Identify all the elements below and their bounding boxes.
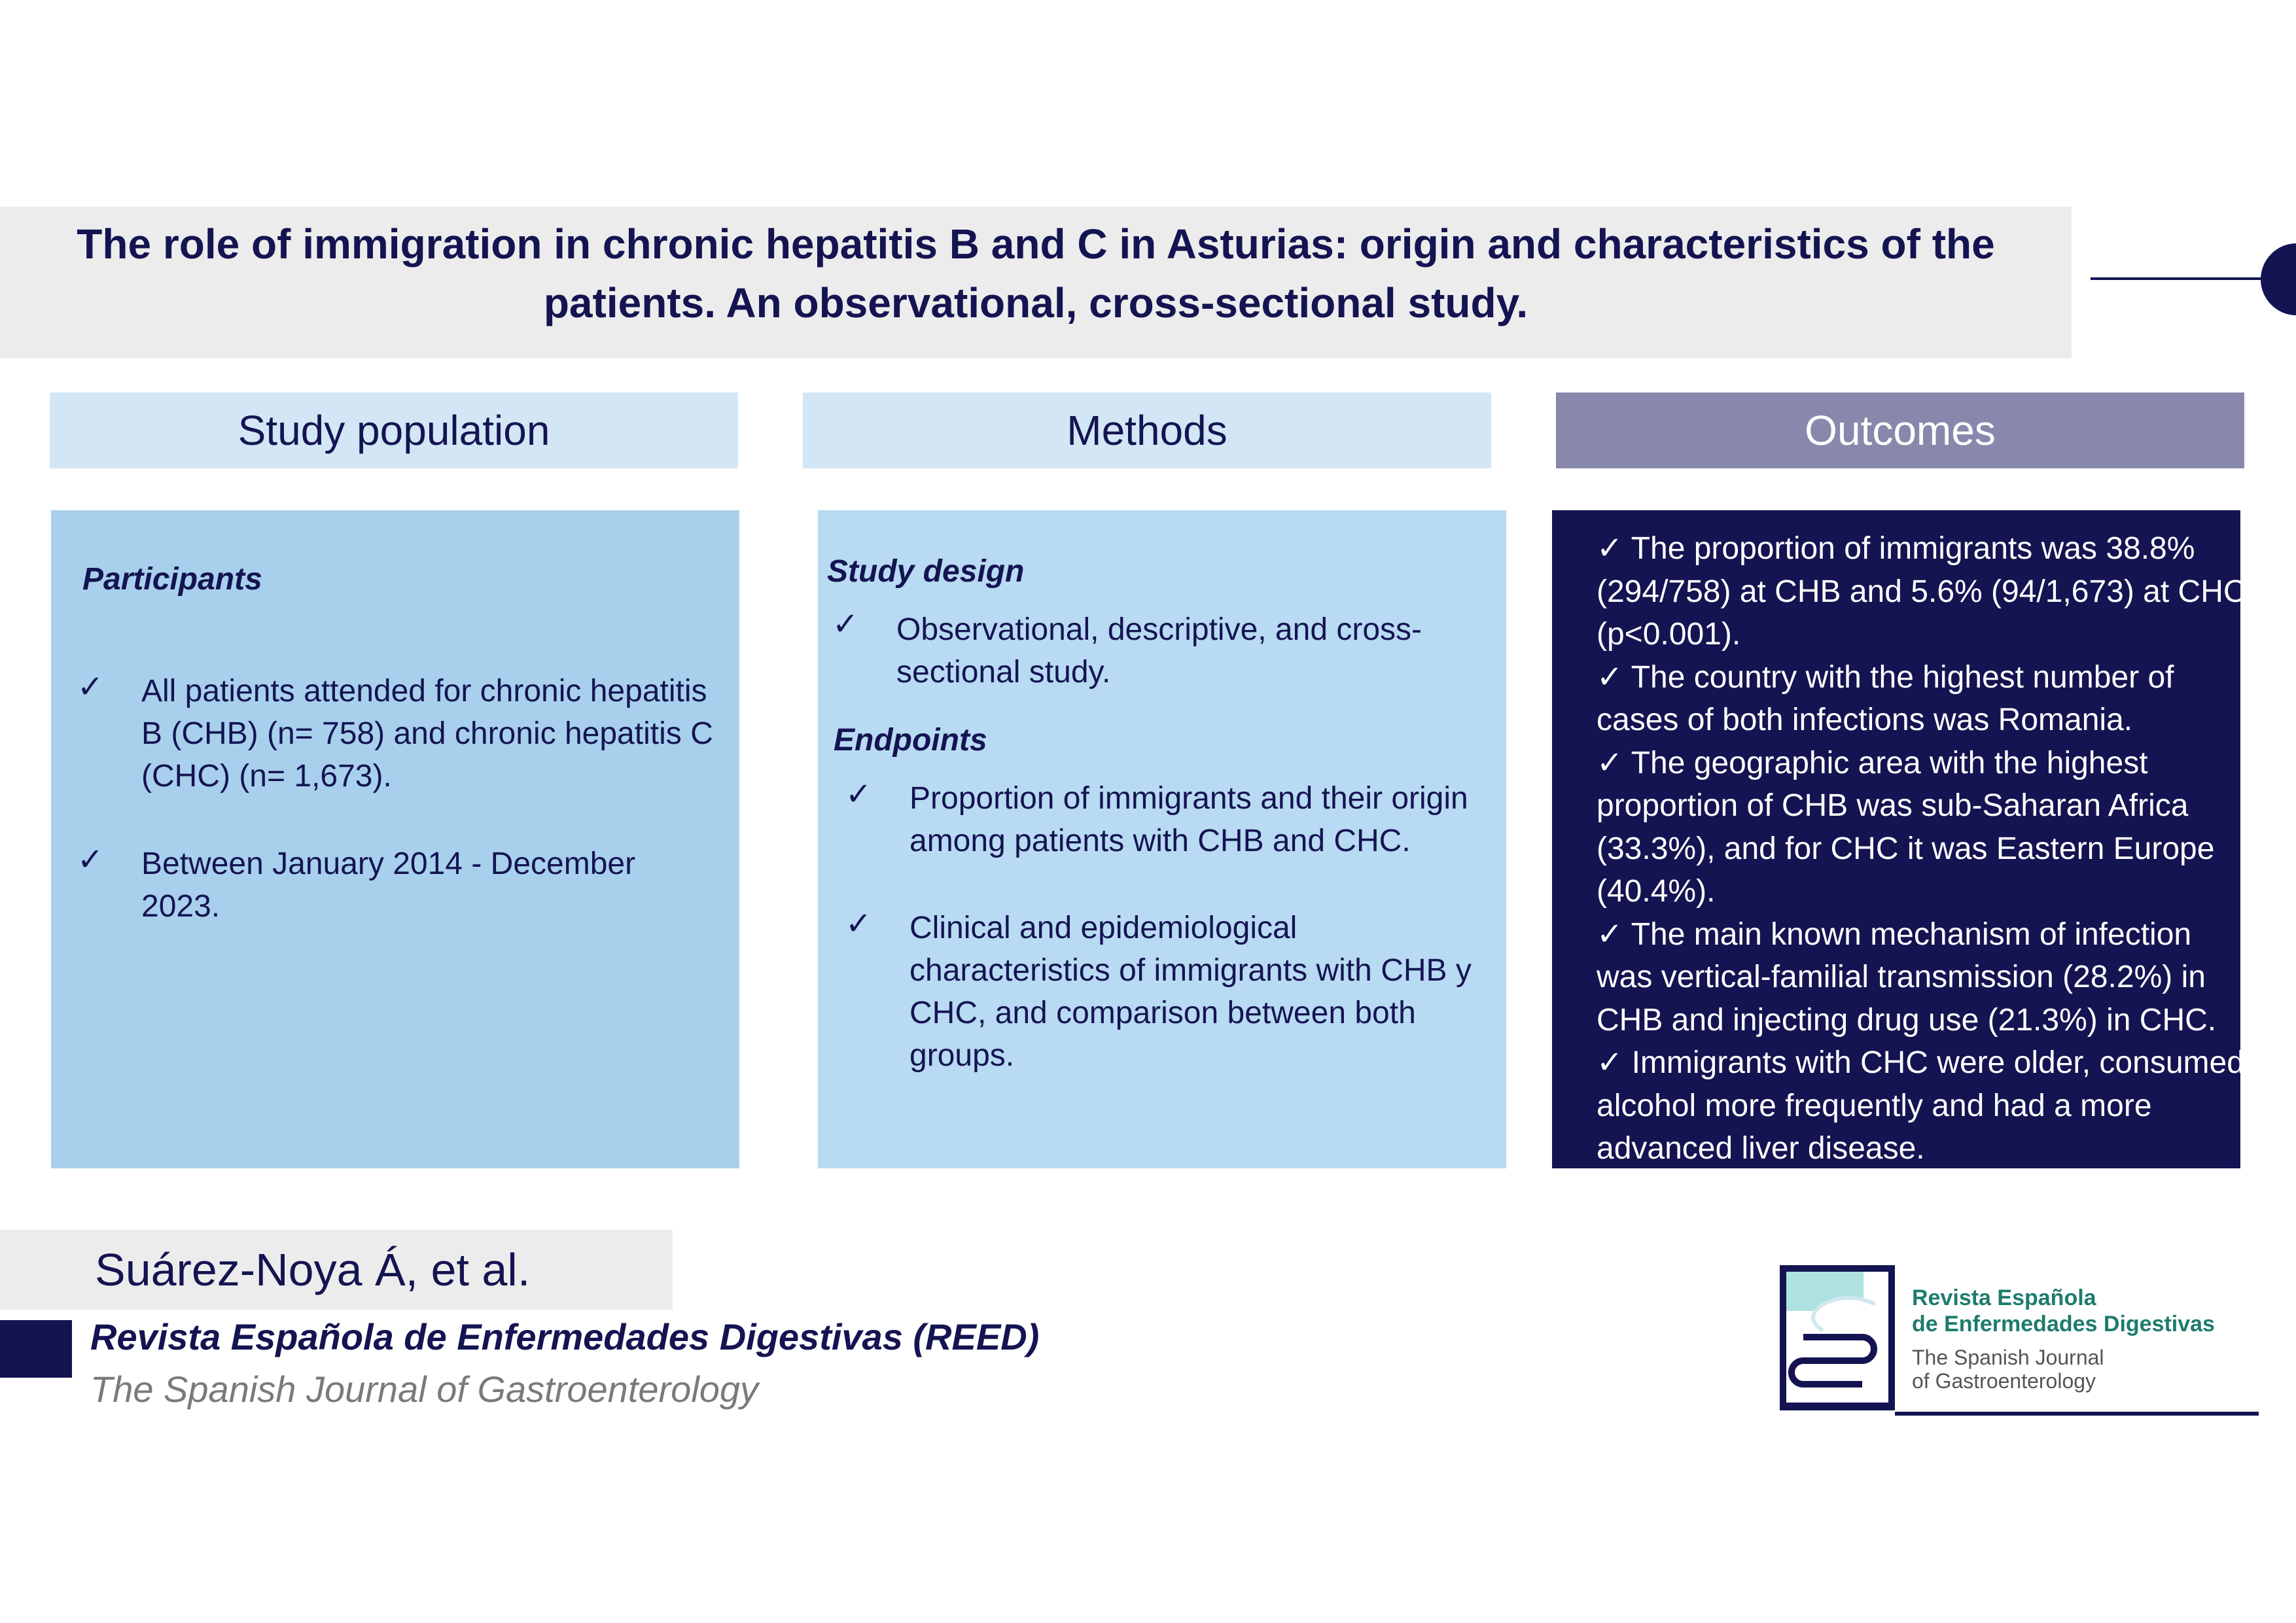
logo-title-line: Revista Española bbox=[1912, 1285, 2096, 1310]
outcome-item: ✓ The country with the highest number of cases of both infections was Romania. bbox=[1597, 659, 2174, 737]
study-population-panel bbox=[51, 510, 739, 1168]
endpoints-heading: Endpoints bbox=[834, 723, 987, 758]
journal-subtitle: The Spanish Journal of Gastroenterology bbox=[90, 1369, 759, 1410]
check-icon: ✓ bbox=[845, 907, 872, 941]
study-design-heading: Study design bbox=[827, 554, 1025, 589]
outcome-item: ✓ The geographic area with the highest proportion of CHB was sub-Saharan Africa (33.3%), and for CHC it was Eastern Europe (40.4%). bbox=[1597, 745, 2215, 909]
outcomes-list bbox=[1597, 527, 2251, 1170]
outcomes-header: Outcomes bbox=[1556, 393, 2244, 468]
decorative-line bbox=[2091, 277, 2280, 280]
endpoint-item: Clinical and epidemiological characteristics of immigrants with CHB y CHC, and comparison between both groups. bbox=[910, 911, 1472, 1073]
journal-name: Revista Española de Enfermedades Digestivas (REED) bbox=[90, 1316, 1040, 1357]
endpoint-item: Proportion of immigrants and their origin among patients with CHB and CHC. bbox=[910, 781, 1468, 858]
check-icon: ✓ bbox=[1597, 916, 1623, 952]
check-icon: ✓ bbox=[1597, 745, 1623, 780]
check-icon: ✓ bbox=[832, 607, 859, 642]
methods-header: Methods bbox=[803, 393, 1491, 468]
logo-title-line: de Enfermedades Digestivas bbox=[1912, 1312, 2215, 1336]
participants-item: All patients attended for chronic hepatitis B (CHB) (n= 758) and chronic hepatitis C (CHC) (n= 1,673). bbox=[141, 674, 713, 794]
participants-heading: Participants bbox=[82, 562, 262, 597]
study-design-item: Observational, descriptive, and cross-sectional study. bbox=[896, 612, 1422, 689]
check-icon: ✓ bbox=[845, 777, 872, 812]
logo-subtitle-line: of Gastroenterology bbox=[1912, 1369, 2096, 1393]
check-icon: ✓ bbox=[1597, 1045, 1623, 1080]
check-icon: ✓ bbox=[77, 670, 104, 705]
participants-item: Between January 2014 - December 2023. bbox=[141, 846, 636, 924]
outcome-item: ✓ The proportion of immigrants was 38.8% (294/758) at CHB and 5.6% (94/1,673) at CHC (p<0.001). bbox=[1597, 531, 2246, 652]
decorative-circle bbox=[2261, 243, 2296, 315]
author: Suárez-Noya Á, et al. bbox=[95, 1244, 531, 1295]
outcome-item: ✓ Immigrants with CHC were older, consumed alcohol more frequently and had a more advanced liver disease. bbox=[1597, 1045, 2244, 1166]
check-icon: ✓ bbox=[1597, 659, 1623, 695]
outcome-item: ✓ The main known mechanism of infection was vertical-familial transmission (28.2%) in CHB and injecting drug use (21.3%) in CHC. bbox=[1597, 916, 2217, 1038]
check-icon: ✓ bbox=[1597, 531, 1623, 566]
accent-square bbox=[0, 1320, 72, 1378]
page-title: The role of immigration in chronic hepatitis B and C in Asturias: origin and characteristics of the patients. An observational, cross-sectional study. bbox=[77, 220, 1995, 326]
journal-logo bbox=[1777, 1259, 2261, 1421]
check-icon: ✓ bbox=[77, 843, 104, 877]
logo-subtitle-line: The Spanish Journal bbox=[1912, 1346, 2104, 1369]
study-population-header: Study population bbox=[50, 393, 738, 468]
